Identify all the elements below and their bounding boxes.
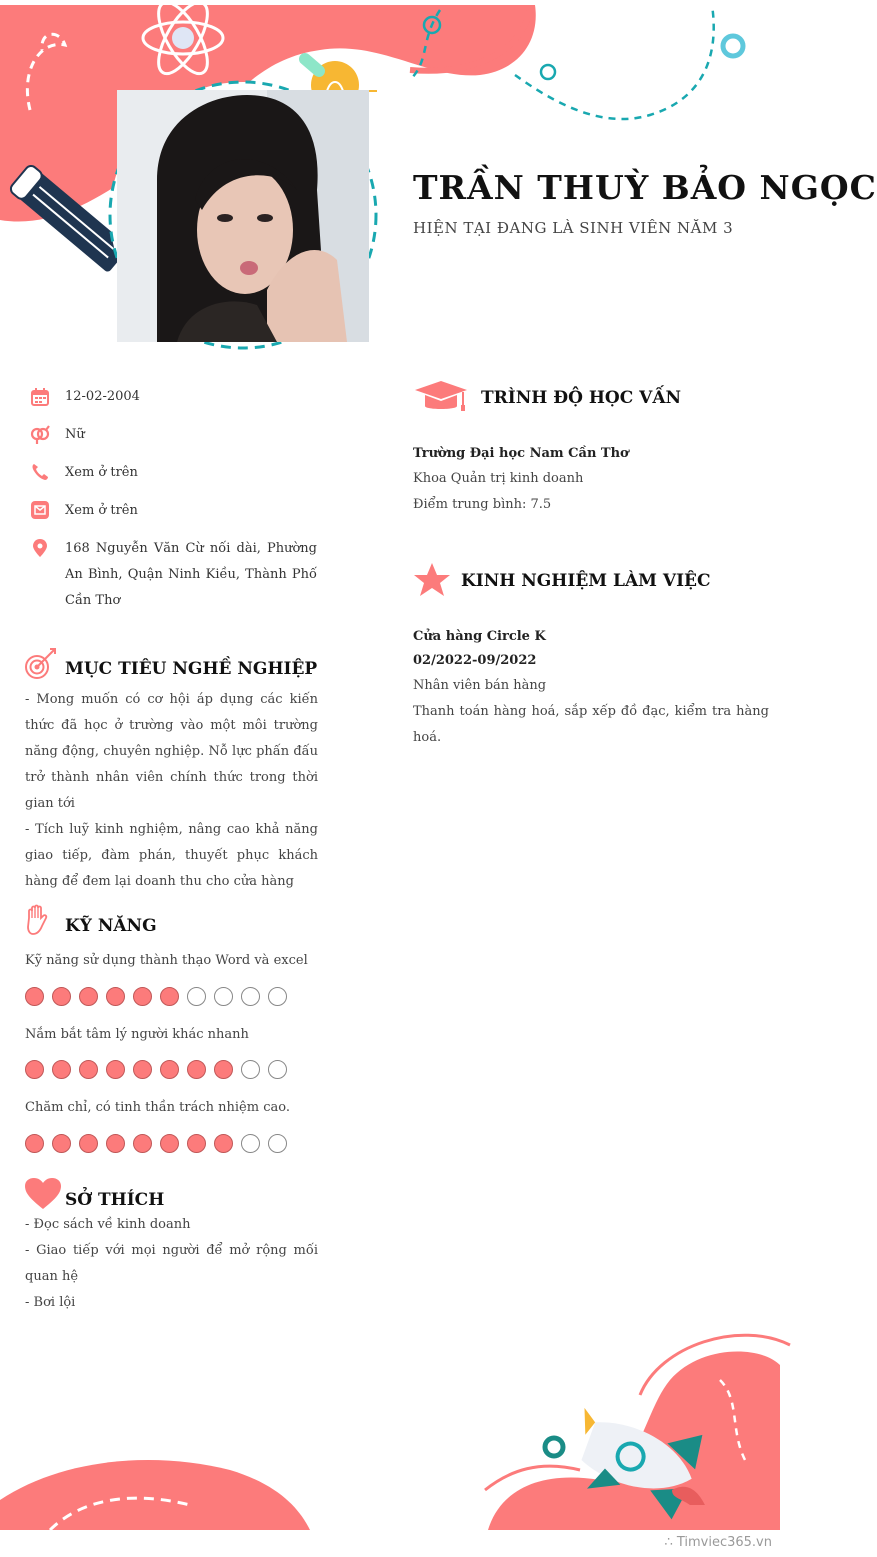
experience-period: 02/2022-09/2022	[413, 653, 537, 668]
gender-icon	[30, 425, 50, 445]
rating-dot-filled	[52, 1060, 71, 1079]
rating-dot-filled	[160, 1060, 179, 1079]
phone-text: Xem ở trên	[65, 465, 138, 480]
rating-dot-filled	[52, 1134, 71, 1153]
rating-dot-filled	[52, 987, 71, 1006]
experience-description: Thanh toán hàng hoá, sắp xếp đồ đạc, kiểm tra hàng hoá.	[413, 704, 769, 745]
objective-text-2: - Tích luỹ kinh nghiệm, nâng cao khả năng giao tiếp, đàm phán, thuyết phục khách hàng để đem lại doanh thu cho cửa hàng	[25, 822, 318, 889]
rating-dot-filled	[187, 1134, 206, 1153]
contact-email	[30, 500, 320, 526]
education-school-wrap	[413, 441, 629, 467]
skill-label: Chăm chỉ, có tinh thần trách nhiệm cao.	[25, 1100, 290, 1115]
contact-gender	[30, 425, 320, 451]
rating-dot-empty	[268, 987, 287, 1006]
experience-company-wrap	[413, 624, 546, 650]
contact-birthday	[30, 387, 320, 413]
skill-rating	[25, 987, 287, 1011]
avatar	[117, 90, 369, 342]
skills-title: KỸ NĂNG	[65, 916, 157, 936]
experience-title: KINH NGHIỆM LÀM VIỆC	[461, 571, 711, 591]
contact-phone	[30, 462, 320, 488]
experience-period-wrap	[413, 648, 536, 674]
watermark: ∴ Timviec365.vn	[664, 1535, 772, 1550]
education-title: TRÌNH ĐỘ HỌC VẤN	[481, 388, 682, 408]
rating-dot-empty	[241, 1060, 260, 1079]
calendar-icon	[30, 387, 50, 407]
rating-dot-filled	[133, 987, 152, 1006]
skill-label: Nắm bắt tâm lý người khác nhanh	[25, 1027, 249, 1042]
rating-dot-filled	[214, 1134, 233, 1153]
rating-dot-empty	[268, 1134, 287, 1153]
rating-dot-empty	[214, 987, 233, 1006]
rating-dot-filled	[79, 1060, 98, 1079]
contact-address	[30, 538, 320, 618]
rating-dot-filled	[133, 1134, 152, 1153]
skill-rating	[25, 1060, 287, 1084]
hobby-item: - Giao tiếp với mọi người để mở rộng mối quan hệ	[25, 1243, 318, 1284]
objective-text-1: - Mong muốn có cơ hội áp dụng các kiến thức đã học ở trường vào một môi trường năng động, chuyên nghiệp. Nỗ lực phấn đấu trở thành nhân viên chính thức trong thời gian tới	[25, 692, 318, 811]
rating-dot-empty	[187, 987, 206, 1006]
email-text: Xem ở trên	[65, 503, 138, 518]
heart-icon	[24, 1177, 62, 1211]
rating-dot-filled	[25, 1060, 44, 1079]
education-faculty: Khoa Quản trị kinh doanh	[413, 471, 584, 486]
star-icon	[413, 562, 451, 598]
target-icon	[24, 646, 58, 680]
rating-dot-empty	[268, 1060, 287, 1079]
rating-dot-filled	[160, 1134, 179, 1153]
rating-dot-filled	[106, 1134, 125, 1153]
hobby-item: - Đọc sách về kinh doanh	[25, 1217, 191, 1232]
rating-dot-empty	[241, 987, 260, 1006]
rating-dot-filled	[214, 1060, 233, 1079]
phone-icon	[30, 462, 50, 482]
candidate-name: TRẦN THUỲ BẢO NGỌC	[413, 168, 877, 207]
rating-dot-filled	[106, 1060, 125, 1079]
education-school: Trường Đại học Nam Cần Thơ	[413, 446, 629, 461]
skill-rating	[25, 1134, 287, 1158]
address-text: 168 Nguyễn Văn Cừ nối dài, Phường An Bình, Quận Ninh Kiều, Thành Phố Cần Thơ	[65, 541, 317, 608]
rating-dot-filled	[133, 1060, 152, 1079]
rating-dot-filled	[79, 987, 98, 1006]
location-icon	[30, 538, 50, 558]
candidate-subtitle: HIỆN TẠI ĐANG LÀ SINH VIÊN NĂM 3	[413, 219, 734, 237]
hand-icon	[24, 904, 50, 936]
objective-title: MỤC TIÊU NGHỀ NGHIỆP	[65, 659, 318, 679]
graduation-cap-icon	[413, 380, 469, 414]
skill-label: Kỹ năng sử dụng thành thạo Word và excel	[25, 953, 308, 968]
rating-dot-filled	[160, 987, 179, 1006]
email-icon	[30, 500, 50, 520]
gender-text: Nữ	[65, 427, 85, 442]
rating-dot-filled	[187, 1060, 206, 1079]
education-gpa: Điểm trung bình: 7.5	[413, 497, 552, 512]
experience-position: Nhân viên bán hàng	[413, 678, 547, 693]
experience-company: Cửa hàng Circle K	[413, 629, 546, 644]
rating-dot-filled	[79, 1134, 98, 1153]
hobby-item: - Bơi lội	[25, 1295, 76, 1310]
rating-dot-empty	[241, 1134, 260, 1153]
rating-dot-filled	[25, 987, 44, 1006]
rating-dot-filled	[25, 1134, 44, 1153]
hobbies-title: SỞ THÍCH	[65, 1190, 165, 1210]
rating-dot-filled	[106, 987, 125, 1006]
birthday-text: 12-02-2004	[65, 389, 140, 404]
